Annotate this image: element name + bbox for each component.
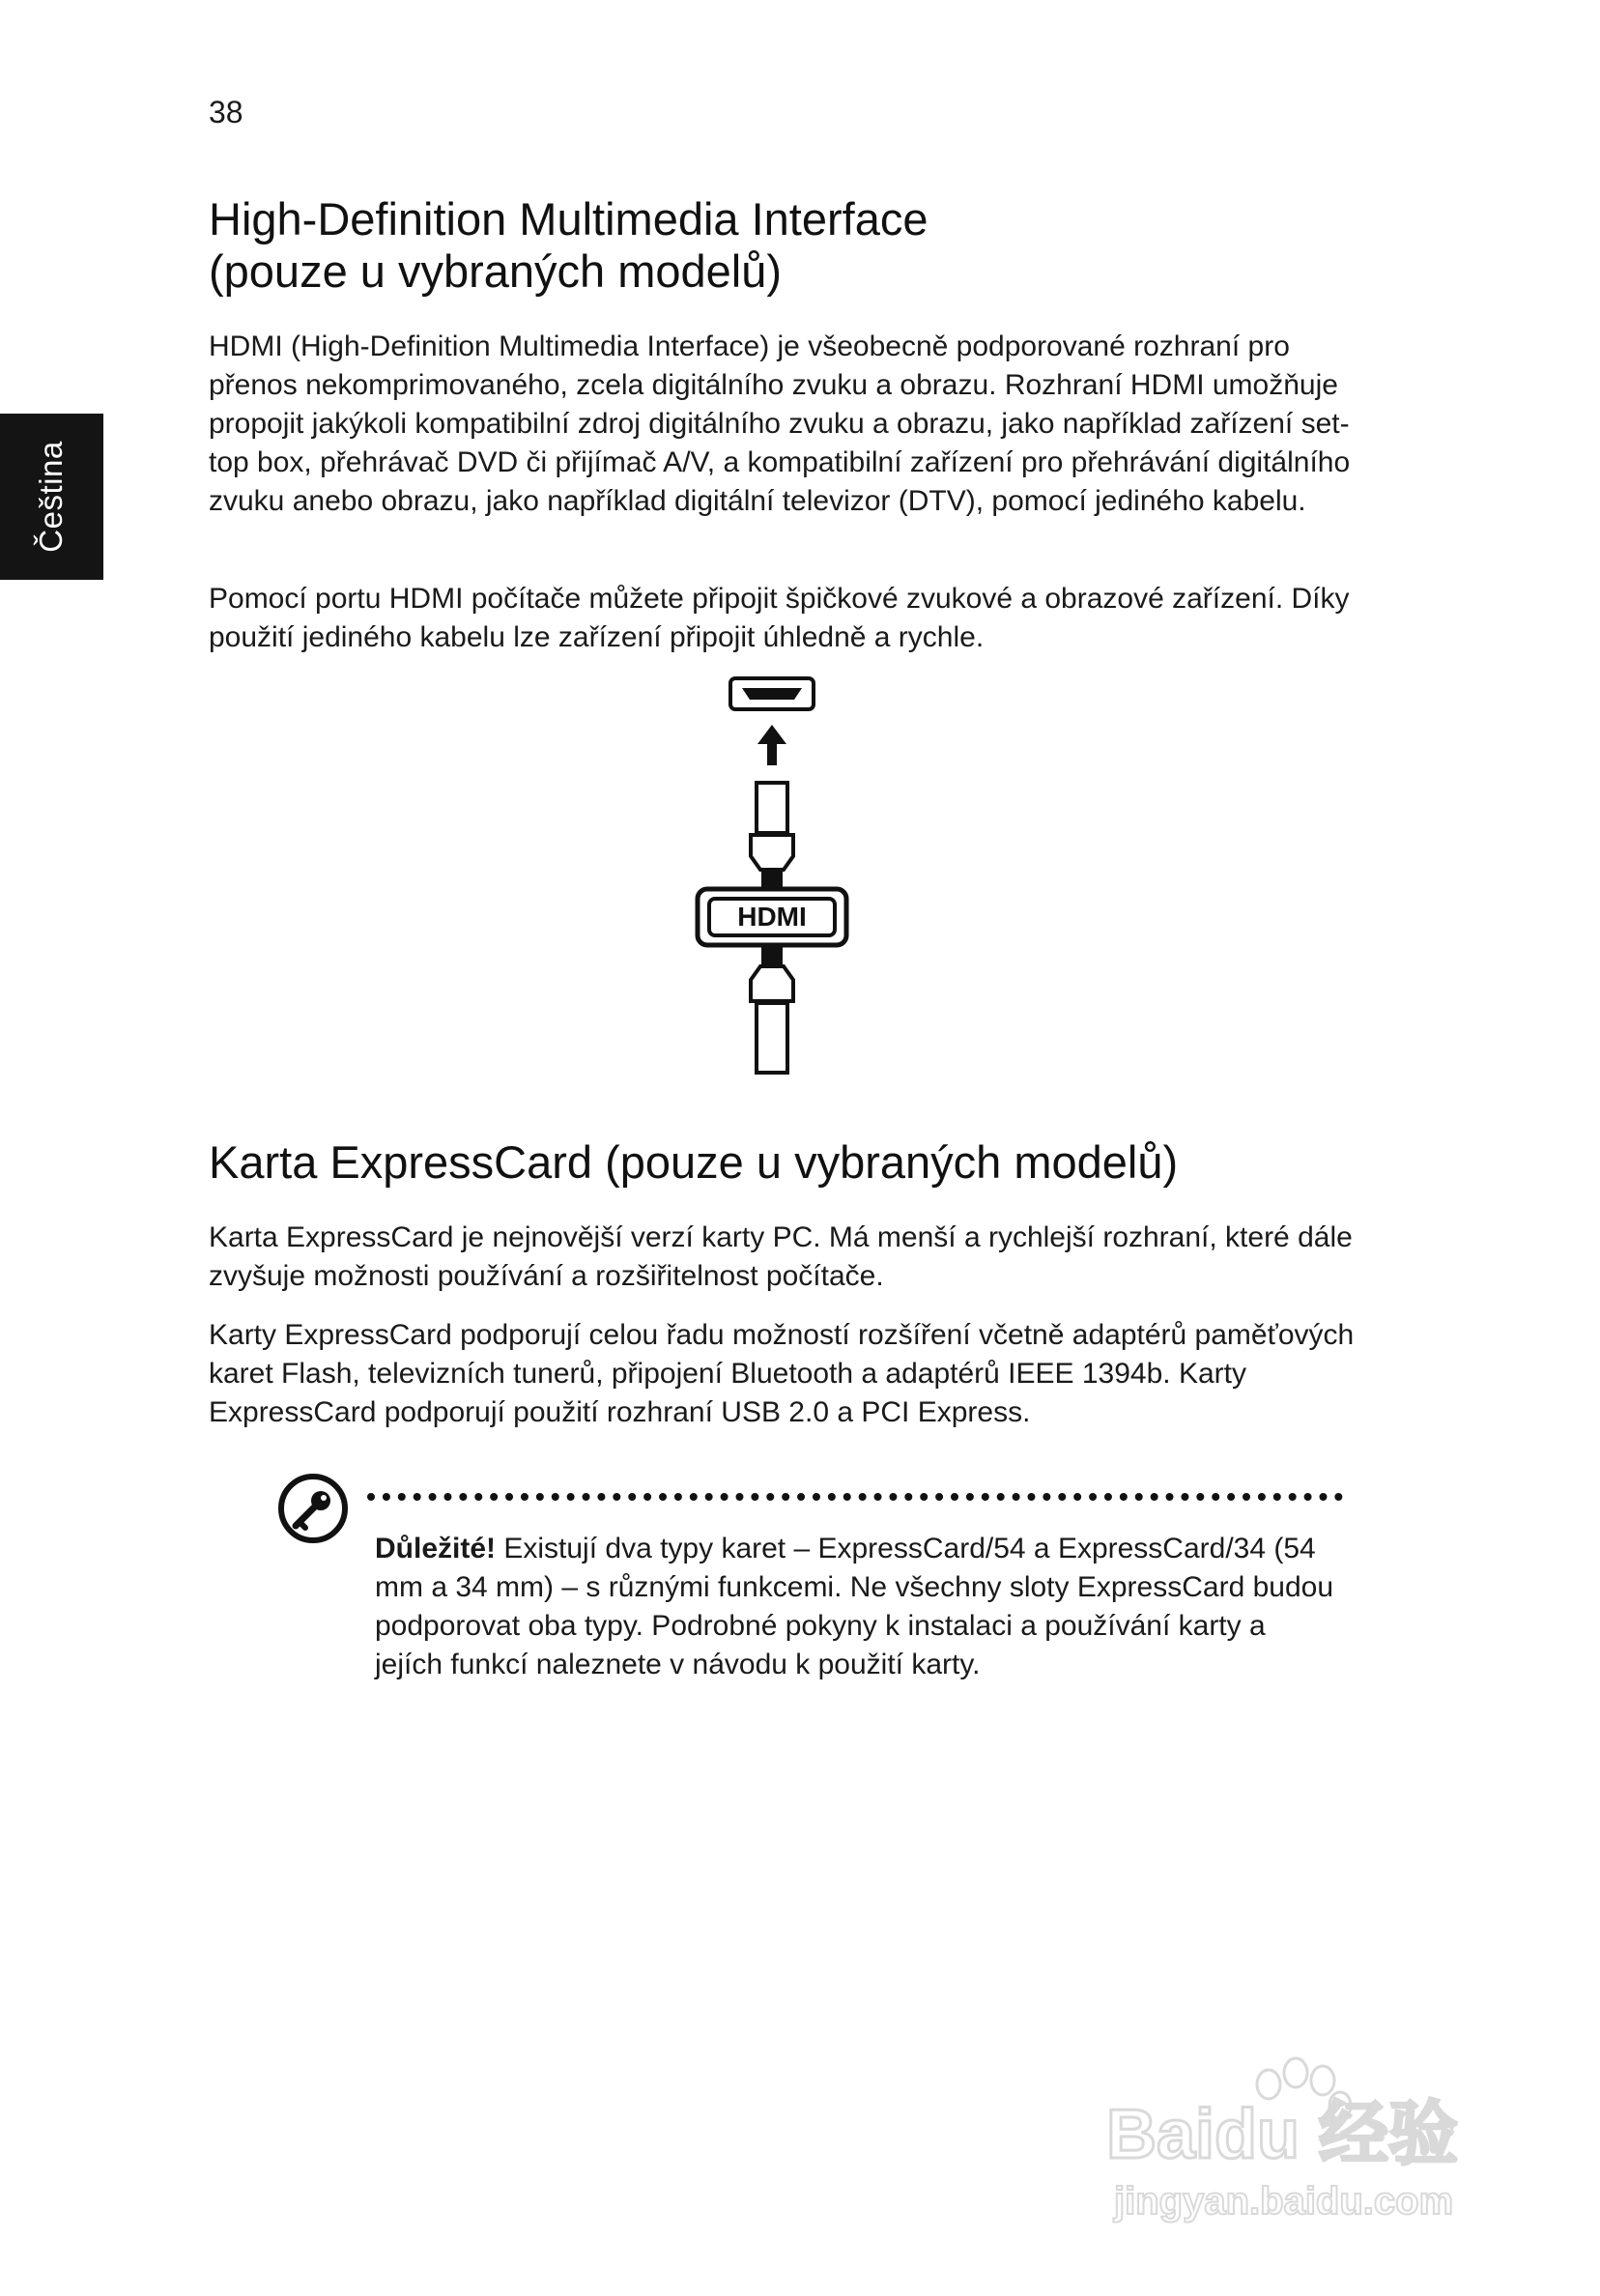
arrow-up-icon	[757, 725, 786, 765]
hdmi-paragraph-1: HDMI (High-Definition Multimedia Interface) je všeobecně podporované rozhraní pro přenos nekomprimovaného, zcela digitálního zvuku a obrazu. Rozhraní HDMI umožňuje propojit jakýkoli kompatibilní zdroj digitálního zvuku a obrazu, jako například zařízení set-top box, přehrávač DVD či přijímač A/V, a kompatibilní zařízení pro přehrávání digitálního zvuku anebo obrazu, jako například digitální televizor (DTV), pomocí jediného kabelu.	[209, 330, 1351, 517]
key-icon	[276, 1472, 350, 1545]
hdmi-title-line-2: (pouze u vybraných modelů)	[209, 245, 783, 297]
watermark-logo-text: Baidu 经验	[1106, 2096, 1459, 2173]
hdmi-cable-plug-icon	[698, 783, 846, 1073]
language-side-tab-label: Čeština	[33, 441, 69, 553]
baidu-watermark	[1097, 2034, 1502, 2227]
hdmi-port-icon	[730, 678, 814, 709]
watermark-url: jingyan.baidu.com	[1114, 2180, 1454, 2223]
page-number: 38	[209, 95, 243, 129]
language-side-tab	[0, 414, 103, 580]
hdmi-paragraph-2: Pomocí portu HDMI počítače můžete připojit špičkové zvukové a obrazové zařízení. Díky použití jediného kabelu lze zařízení připojit úhledně a rychle.	[209, 583, 1350, 653]
expresscard-section-title: Karta ExpressCard (pouze u vybraných modelů)	[209, 1136, 1179, 1188]
important-note	[375, 1530, 1341, 1684]
important-note-text: Existují dva typy karet – ExpressCard/54 a ExpressCard/34 (54 mm a 34 mm) – s různými funkcemi. Ne všechny sloty ExpressCard budou podporovat oba typy. Podrobné pokyny k instalaci a používání karty a jejích funkcí naleznete v návodu k použití karty.	[375, 1533, 1334, 1680]
expresscard-paragraph-1: Karta ExpressCard je nejnovější verzí karty PC. Má menší a rychlejší rozhraní, které dále zvyšuje možnosti používání a rozšiřitelnost počítače.	[209, 1221, 1353, 1292]
hdmi-figure-label: HDMI	[737, 902, 807, 932]
note-dotted-separator	[367, 1493, 1343, 1501]
important-note-label: Důležité!	[375, 1533, 497, 1564]
hdmi-title-line-1: High-Definition Multimedia Interface	[209, 193, 929, 244]
hdmi-connection-figure	[692, 674, 856, 1084]
expresscard-paragraph-2: Karty ExpressCard podporují celou řadu možností rozšíření včetně adaptérů paměťových karet Flash, televizních tunerů, připojení Bluetooth a adaptérů IEEE 1394b. Karty ExpressCard podporují použití rozhraní USB 2.0 a PCI Express.	[209, 1319, 1355, 1428]
hdmi-section-title	[209, 193, 929, 298]
